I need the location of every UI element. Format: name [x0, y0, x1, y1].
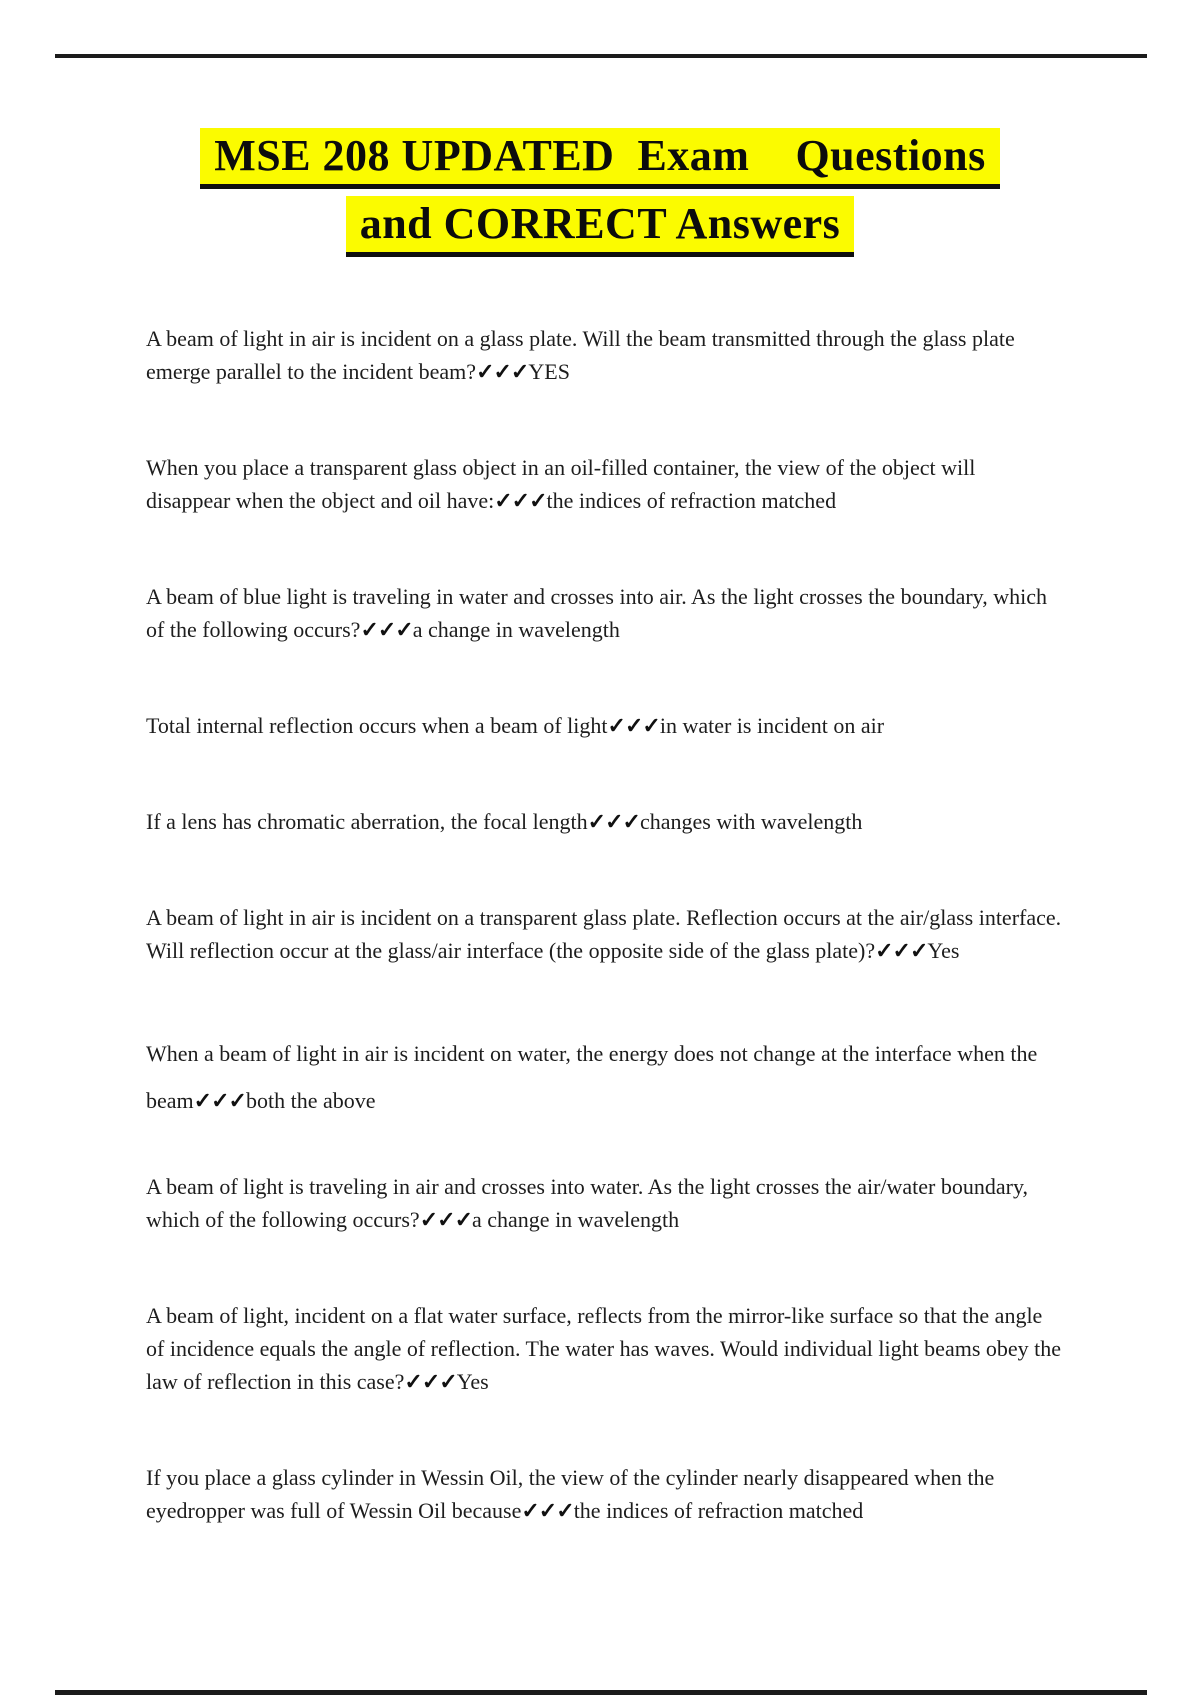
qa-item: [146, 1030, 1064, 1124]
title-line-2: [0, 196, 1200, 257]
document-title: [0, 0, 1200, 257]
check-marks: ✓✓✓: [521, 1498, 574, 1523]
answer-text: Yes: [456, 1369, 489, 1394]
answer-text: the indices of refraction matched: [573, 1498, 864, 1523]
qa-item: [146, 901, 1064, 967]
answer-text: a change in wavelength: [412, 617, 620, 642]
answer-text: Yes: [927, 938, 960, 963]
check-marks: ✓✓✓: [875, 938, 928, 963]
bottom-border-rule: [55, 1690, 1147, 1695]
qa-item: [146, 709, 1064, 742]
qa-item: [146, 322, 1064, 388]
answer-text: both the above: [245, 1088, 376, 1113]
qa-item: [146, 451, 1064, 517]
title-line-1-text: MSE 208 UPDATED Exam Questions: [200, 128, 1000, 189]
check-marks: ✓✓✓: [360, 617, 413, 642]
question-text: If a lens has chromatic aberration, the focal length: [146, 809, 588, 834]
answer-text: YES: [528, 359, 570, 384]
question-text: When you place a transparent glass object in an oil-filled container, the view of the object will disappear when the object and oil have:: [146, 455, 976, 513]
qa-item: [146, 805, 1064, 838]
check-marks: ✓✓✓: [404, 1369, 457, 1394]
answer-text: the indices of refraction matched: [546, 488, 837, 513]
check-marks: ✓✓✓: [587, 809, 640, 834]
answer-text: a change in wavelength: [472, 1207, 680, 1232]
check-marks: ✓✓✓: [494, 488, 547, 513]
qa-content: [146, 322, 1064, 1590]
question-text: A beam of light in air is incident on a transparent glass plate. Reflection occurs at the air/glass interface. Will reflection occur at the glass/air interface (the opposite side of the glass plate)?: [146, 905, 1062, 963]
question-text: A beam of light in air is incident on a glass plate. Will the beam transmitted through the glass plate emerge parallel to the incident beam?: [146, 326, 1015, 384]
question-text: Total internal reflection occurs when a beam of light: [146, 713, 608, 738]
title-line-1: [0, 128, 1200, 189]
check-marks: ✓✓✓: [193, 1088, 246, 1113]
question-text: A beam of light is traveling in air and crosses into water. As the light crosses the air/water boundary, which of the following occurs?: [146, 1174, 1029, 1232]
check-marks: ✓✓✓: [419, 1207, 473, 1232]
qa-item: [146, 1461, 1064, 1527]
question-text: If you place a glass cylinder in Wessin Oil, the view of the cylinder nearly disappeared when the eyedropper was full of Wessin Oil because: [146, 1465, 995, 1523]
qa-item: [146, 1299, 1064, 1398]
question-text: A beam of light, incident on a flat water surface, reflects from the mirror-like surface so that the angle of incidence equals the angle of reflection. The water has waves. Would individual light beams obey the law of reflection in this case?: [146, 1303, 1062, 1394]
check-marks: ✓✓✓: [607, 713, 660, 738]
qa-item: [146, 580, 1064, 646]
check-marks: ✓✓✓: [476, 359, 529, 384]
question-text: A beam of blue light is traveling in water and crosses into air. As the light crosses the boundary, which of the following occurs?: [146, 584, 1048, 642]
title-line-2-text: and CORRECT Answers: [346, 196, 855, 257]
question-text: When a beam of light in air is incident on water, the energy does not change at the interface when the beam: [146, 1041, 1038, 1113]
answer-text: changes with wavelength: [639, 809, 863, 834]
answer-text: in water is incident on air: [659, 713, 885, 738]
qa-item: [146, 1170, 1064, 1236]
